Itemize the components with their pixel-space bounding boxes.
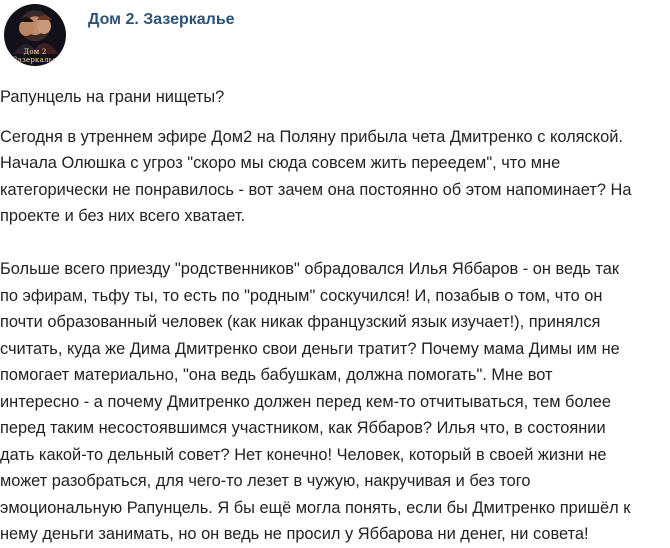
avatar-label: Дом 2 Зазеркалье xyxy=(13,48,57,64)
post-body xyxy=(0,84,668,548)
post-paragraph-1: Сегодня в утреннем эфире Дом2 на Поляну прибыла чета Дмитренко с коляской. Начала Олюшка с угроз "скоро мы сюда совсем жить переедем", что мне категорически не понравилось - вот зачем она постоянно об этом напоминает? На проекте и без них всего хватает. xyxy=(0,127,632,225)
post-headline: Рапунцель на грани нищеты? xyxy=(0,88,225,106)
post-header xyxy=(0,0,670,70)
channel-title[interactable]: Дом 2. Зазеркалье xyxy=(88,11,235,28)
channel-avatar[interactable] xyxy=(4,4,66,66)
post-paragraph-2: Больше всего приезду "родственников" обрадовался Илья Яббаров - он ведь так по эфирам, тьфу ты, то есть по "родным" соскучился! И, позабыв о том, что он почти образованный человек (как никак французский язык изучает!), принялся считать, куда же Дима Дмитренко свои деньги тратит? Почему мама Димы им не помогает материально, "она ведь бабушкам, должна помогать". Мне вот интересно - а почему Дмитренко должен перед кем-то отчитываться, тем более перед таким несостоявшимся участником, как Яббаров? Илья что, в состоянии дать какой-то дельный совет? Нет конечно! Человек, который в своей жизни не может разобраться, для чего-то лезет в чужую, накручивая и без того эмоциональную Рапунцель. Я бы ещё могла понять, если бы Дмитренко пришёл к нему деньги занимать, но он ведь не просил у Яббарова ни денег, ни совета! xyxy=(0,260,631,543)
